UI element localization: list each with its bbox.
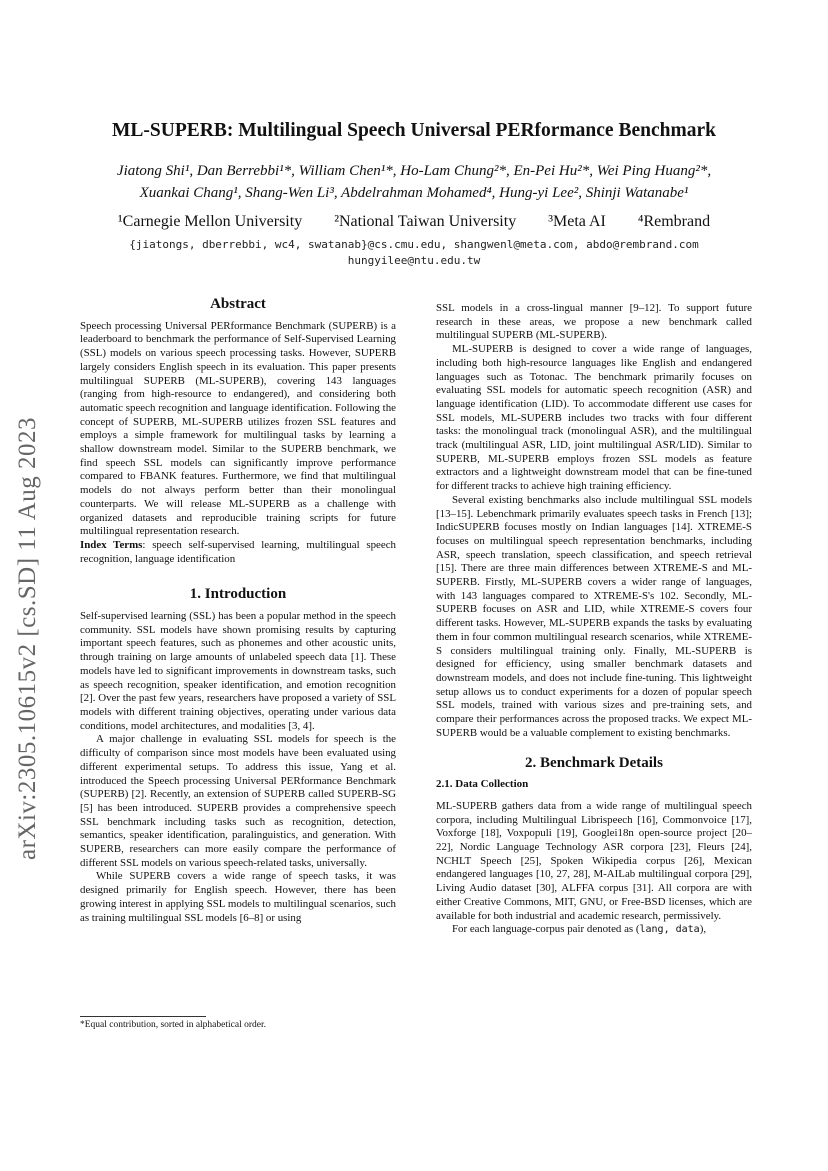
lang-corpus-suffix: ), [699, 923, 707, 936]
intro-paragraph-1: Self-supervised learning (SSL) has been a popular method in the speech community. SSL models have shown promising results by capturing important speech features, such as phonemes and other acoustic units, through training on large amounts of unlabeled speech data [1]. These models have led to significant improvements in downstream tasks, such as speech recognition, speaker identification, and emotion recognition [2]. Over the past few years, researchers have proposed a variety of SSL models with different training objectives, operating under various data conditions, model architectures, and modalities [3, 4]. [80, 610, 396, 732]
right-paragraph-2: ML-SUPERB is designed to cover a wide range of languages, including both high-resource languages like English and endangered languages such as Totonac. The benchmark primarily focuses on evaluating SSL models for automatic speech recognition (ASR) and language identification (LID). To accommodate different use cases for SSL models, ML-SUPERB includes two tracks with four different tasks: the monolingual track (monolingual ASR), and the multilingual track (multilingual ASR, LID, joint multilingual ASR/LID). Similar to SUPERB, ML-SUPERB employs frozen SSL models as feature extractors and a lightweight downstream model that can be fine-tuned for different tracks to achieve high training efficiency. [436, 343, 752, 493]
left-column [80, 298, 396, 925]
authors-line-2: Xuankai Chang¹, Shang-Wen Li³, Abdelrahman Mohamed⁴, Hung-yi Lee², Shinji Watanabe¹ [139, 185, 689, 201]
lang-corpus-code: lang, data [639, 924, 700, 936]
footnote-rule [80, 1016, 206, 1017]
affiliation-cmu: ¹Carnegie Mellon University [117, 213, 303, 230]
right-paragraph-1: SSL models in a cross-lingual manner [9–12]. To support future research in these areas, we propose a new benchmark called multilingual SUPERB (ML-SUPERB). [436, 302, 752, 342]
affiliations [0, 213, 828, 231]
abstract-text: Speech processing Universal PERformance Benchmark (SUPERB) is a leaderboard to benchmark the performance of Self-Supervised Learning (SSL) models on various speech processing tasks. However, SUPERB largely considers English speech in its evaluation. This paper presents multilingual SUPERB (ML-SUPERB), covering 143 languages (ranging from high-resource to endangered), and considering both automatic speech recognition and language identification. Following the concept of SUPERB, ML-SUPERB utilizes frozen SSL features and employs a simple framework for multilingual tasks by learning a shallow downstream model. Similar to the SUPERB benchmark, we find speech SSL models can significantly improve performance compared to FBANK features. Furthermore, we find that multilingual models do not always perform better than their monolingual counterparts. We will release ML-SUPERB as a challenge with organized datasets and reproducible training scripts for future multilingual representation research. [80, 319, 396, 538]
authors-line-1: Jiatong Shi¹, Dan Berrebbi¹*, William Chen¹*, Ho-Lam Chung²*, En-Pei Hu²*, Wei Ping Huang²*, [116, 163, 712, 179]
right-paragraph-3: Several existing benchmarks also include multilingual SSL models [13–15]. Lebenchmark primarily evaluates speech tasks in French [13]; IndicSUPERB focuses mostly on Indian languages [14]. XTREME-S focuses on multilingual speech representation benchmarks, including ASR, speech translation, speech classification, and speech retrieval [15]. There are three main differences between XTREME-S and ML-SUPERB. Firstly, ML-SUPERB covers a wider range of languages, with 143 languages compared to XTREME-S's 102. Secondly, ML-SUPERB focuses on ASR and LID, while XTREME-S covers four different tasks. However, ML-SUPERB expands the tasks by evaluating them in four common multilingual research scenarios, while XTREME-S considers multilingual training only. Finally, ML-SUPERB is designed for efficiency, using smaller benchmark datasets and downstream models, and does not include fine-tuning. This lightweight setup allows us to conduct experiments for a dozen of popular speech SSL models, trained with various sizes and pre-training sets, and compare their performances across the proposed tracks. We expect ML-SUPERB would be a valuable complement to existing benchmarks. [436, 493, 752, 739]
right-column [436, 302, 752, 937]
affiliation-ntu: ²National Taiwan University [334, 213, 517, 230]
index-terms-label: Index Terms [80, 538, 143, 551]
abstract-heading: Abstract [210, 296, 266, 312]
author-emails [0, 237, 828, 269]
affiliation-rembrand: ⁴Rembrand [637, 213, 711, 230]
intro-paragraph-3: While SUPERB covers a wide range of speech tasks, it was designed primarily for English speech. However, there has been growing interest in applying SSL models to multilingual scenarios, such as training multilingual SSL models [6–8] or using [80, 870, 396, 924]
index-terms-text: : speech self-supervised learning, multilingual speech recognition, language identification [80, 538, 396, 565]
language-corpus-paragraph [436, 923, 752, 937]
intro-paragraph-2: A major challenge in evaluating SSL models for speech is the difficulty of comparison since most models have been evaluated using different experimental setups. To address this issue, Yang et al. introduced the Speech processing Universal PERformance Benchmark (SUPERB) [2]. Recently, an extension of SUPERB called SUPERB-SG [5] has been introduced. SUPERB provides a comprehensive speech SSL benchmark including tasks such as recognition, detection, semantics, speaker identification, paralinguistics, and generation. With SUPERB, researchers can more easily compare the performance of different SSL models on various speech-related tasks, universally. [80, 733, 396, 869]
data-collection-paragraph: ML-SUPERB gathers data from a wide range of multilingual speech corpora, including Multilingual Librispeech [16], Commonvoice [17], Voxforge [18], Voxpopuli [19], Googlei18n open-source project [20–22], Nordic Language Technology ASR corpora [23], Fleurs [24], NCHLT Speech [25], Spoken Wikipedia corpus [26], Mexican endangered languages [10, 27, 28], M-AILab multilingual corpora [29], Living Audio dataset [30], ALFFA corpus [31]. All corpora are with either Creative Commons, MIT, GNU, or Free-BSD licenses, which are available for both industrial and academic research, permissively. [436, 799, 752, 922]
lang-corpus-prefix: For each language-corpus pair denoted as ( [452, 923, 640, 936]
paper-title: ML-SUPERB: Multilingual Speech Universal PERformance Benchmark [112, 120, 716, 141]
arxiv-stamp: arXiv:2305.10615v2 [cs.SD] 11 Aug 2023 [14, 416, 41, 860]
emails-line-1: {jiatongs, dberrebbi, wc4, swatanab}@cs.cmu.edu, shangwenl@meta.com, abdo@rembrand.com [129, 238, 699, 251]
emails-line-2: hungyilee@ntu.edu.tw [347, 254, 481, 267]
introduction-heading: 1. Introduction [189, 586, 287, 603]
data-collection-heading: 2.1. Data Collection [436, 778, 529, 791]
footnote: *Equal contribution, sorted in alphabetical order. [80, 1020, 266, 1030]
author-list [60, 160, 768, 204]
index-terms [80, 539, 396, 566]
affiliation-meta: ³Meta AI [548, 213, 606, 230]
benchmark-details-heading: 2. Benchmark Details [525, 754, 663, 771]
